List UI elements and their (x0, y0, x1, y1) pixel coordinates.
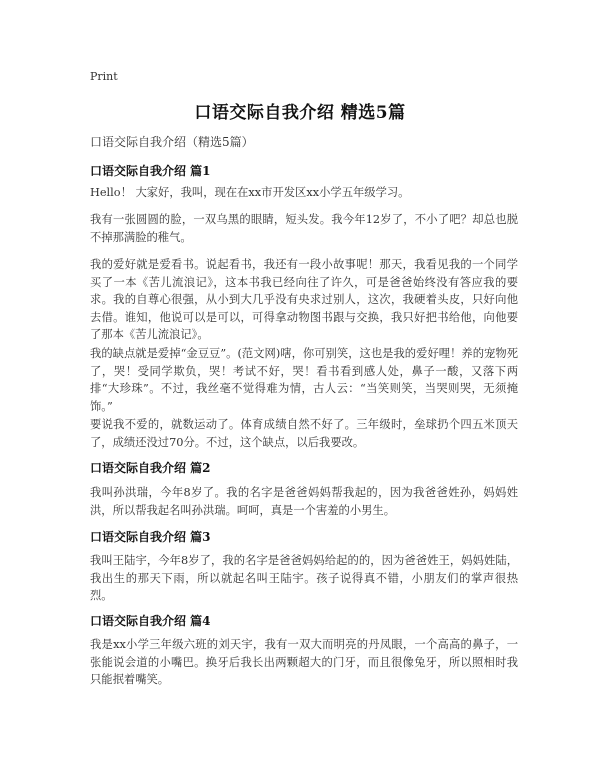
section-heading-1: 口语交际自我介绍 篇1 (90, 164, 211, 178)
section-4-paragraph-1: 我是xx小学三年级六班的刘天宇，我有一双大而明亮的丹凤眼，一个高高的鼻子，一张能说会道的小嘴巴。换牙后我长出两颗超大的门牙，而且很像兔牙，所以照相时我只能抿着嘴笑。 (90, 638, 518, 686)
section-2-paragraph-1: 我叫孙洪瑞，今年8岁了。我的名字是爸爸妈妈帮我起的，因为我爸爸姓孙，妈妈姓洪，所以帮我起名叫孙洪瑞。呵呵，真是一个害羞的小男生。 (90, 486, 518, 517)
section-heading-3: 口语交际自我介绍 篇3 (90, 530, 211, 544)
section-1-paragraph-4: 我的缺点就是爱掉“金豆豆”。(范文网)嗐，你可别笑，这也是我的爱好哩！养的宠物死了，哭！受同学欺负，哭！考试不好，哭！看书看到感人处，鼻子一酸，又落下两排“大珍珠”。不过，我丝毫不觉得难为情，古人云：“当笑则笑，当哭则哭，无须掩饰。” (90, 347, 518, 413)
section-heading-2: 口语交际自我介绍 篇2 (90, 461, 211, 475)
section-1-paragraph-3: 我的爱好就是爱看书。说起看书，我还有一段小故事呢！那天，我看见我的一个同学买了一本《苦儿流浪记》，这本书我已经向往了许久，可是爸爸始终没有答应我的要求。我的自尊心很强，从小到大几乎没有央求过别人，这次，我硬着头皮，只好向他去借。谁知，他说可以是可以，可得拿动物图书跟与交换，我只好把书给他，向他要了那本《苦儿流浪记》。 (90, 258, 518, 341)
document-subtitle: 口语交际自我介绍（精选5篇） (90, 135, 254, 149)
section-heading-4: 口语交际自我介绍 篇4 (90, 614, 211, 628)
print-label: Print (90, 70, 118, 83)
section-1-paragraph-2: 我有一张圆圆的脸，一双乌黑的眼睛，短头发。我今年12岁了，不小了吧？却总也脱不掉那满脸的稚气。 (90, 213, 518, 244)
section-1-paragraph-1: Hello！ 大家好，我叫，现在在xx市开发区xx小学五年级学习。 (90, 186, 410, 199)
section-3-paragraph-1: 我叫王陆宇，今年8岁了，我的名字是爸爸妈妈给起的的，因为爸爸姓王，妈妈姓陆，我出生的那天下雨，所以就起名叫王陆宇。孩子说得真不错，小朋友们的掌声很热烈。 (90, 554, 518, 602)
page-title: 口语交际自我介绍 精选5篇 (194, 103, 406, 123)
section-1-paragraph-5: 要说我不爱的，就数运动了。体育成绩自然不好了。三年级时，垒球扔个四五米顶天了，成绩还没过70分。不过，这个缺点，以后我要改。 (90, 418, 518, 449)
